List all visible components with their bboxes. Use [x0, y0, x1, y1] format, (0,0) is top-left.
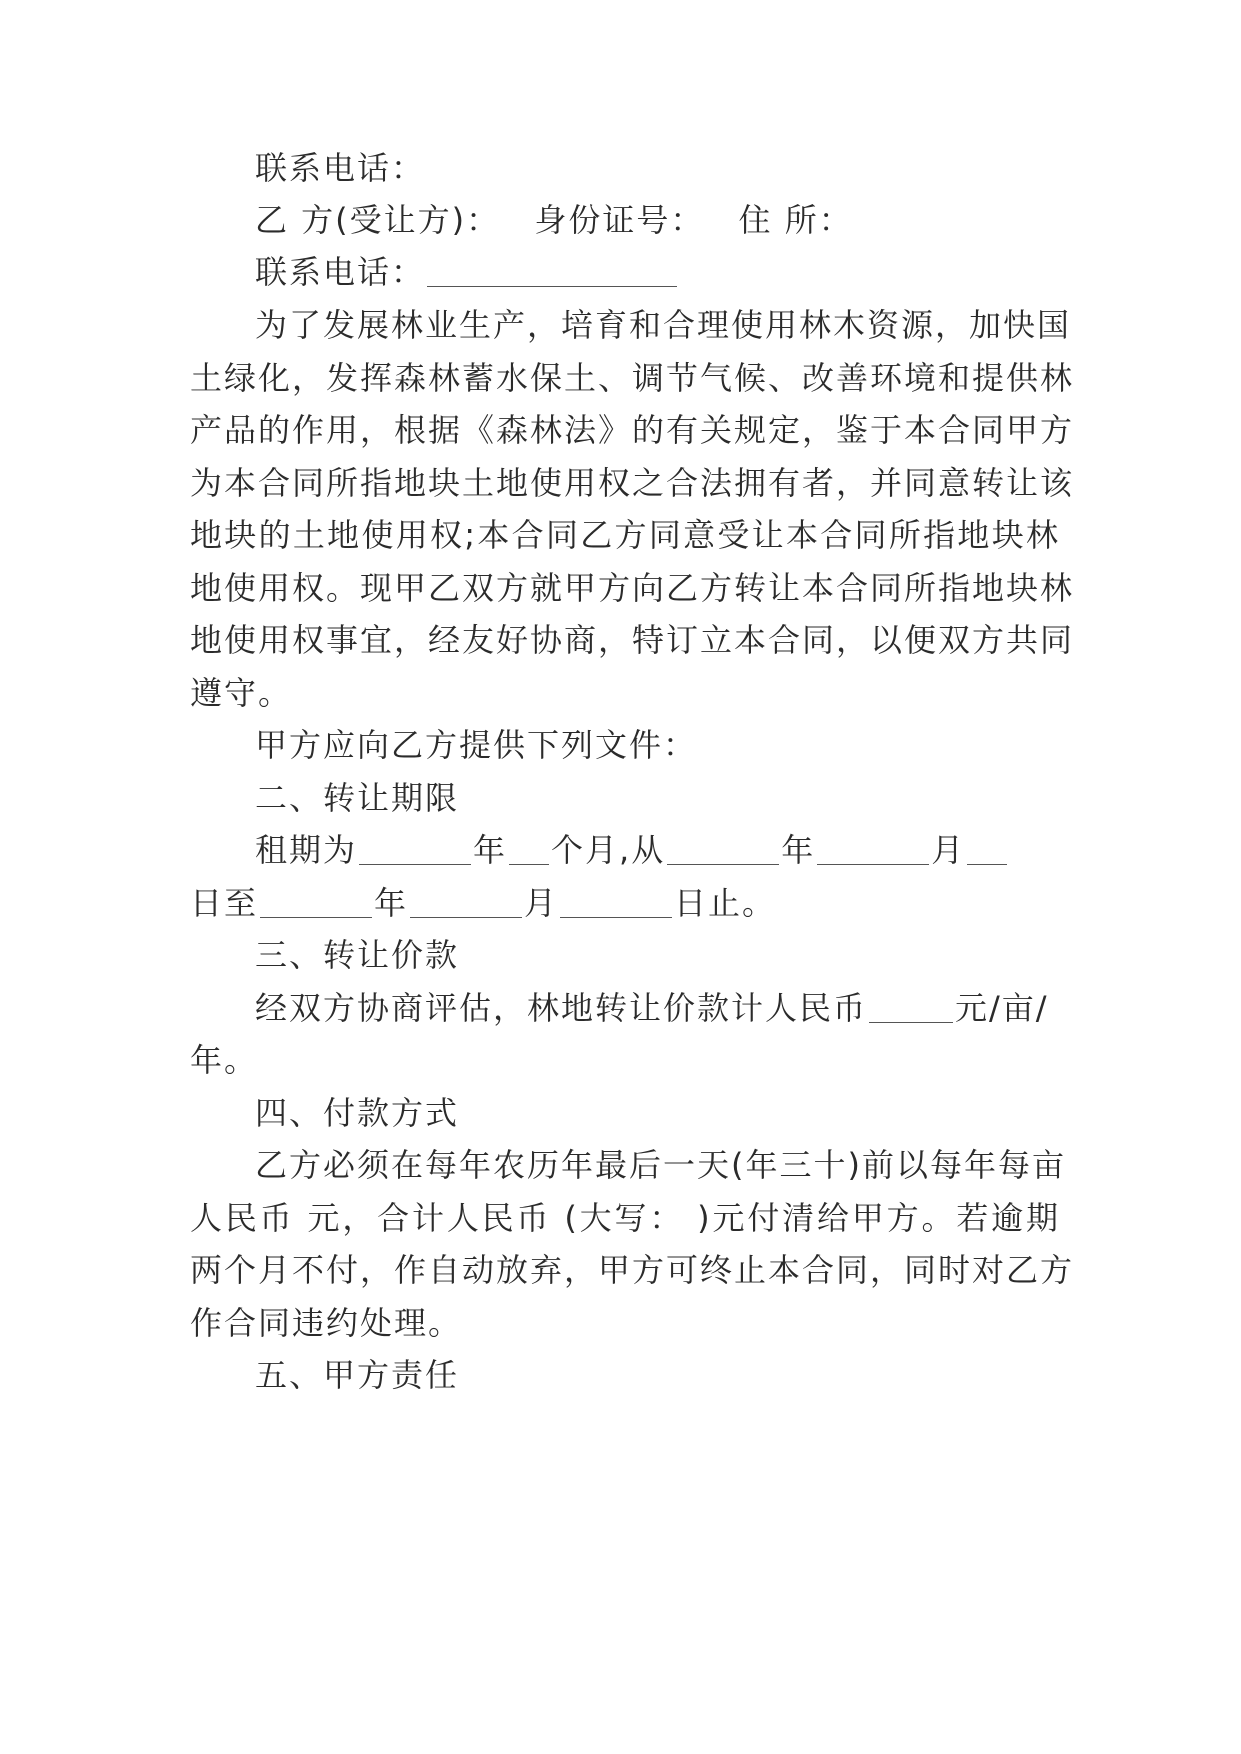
documents-line: 甲方应向乙方提供下列文件：: [255, 726, 698, 764]
id-number-label: 身份证号：: [534, 201, 705, 239]
intro-line-6: 地使用权。现甲乙双方就甲方向乙方转让本合同所指地块林: [190, 569, 1075, 607]
section-5-heading: 五、甲方责任: [255, 1356, 460, 1394]
party-b-line: [255, 198, 1060, 242]
term-months-blank[interactable]: [509, 828, 549, 865]
price-blank[interactable]: [869, 986, 953, 1023]
phone-label: 联系电话：: [255, 253, 426, 291]
party-b-label: 乙 方(受让方)：: [255, 201, 501, 239]
intro-line-5: 地块的土地使用权;本合同乙方同意受让本合同所指地块林: [190, 516, 1060, 554]
intro-line-2: 土绿化，发挥森林蓄水保土、调节气候、改善环境和提供林: [190, 359, 1075, 397]
payment-line-1: 乙方必须在每年农历年最后一天(年三十)前以每年每亩: [255, 1146, 1066, 1184]
start-year-blank[interactable]: [667, 828, 779, 865]
term-years-blank[interactable]: [359, 828, 471, 865]
party-b-phone-line: [255, 250, 1060, 294]
contact-phone-line: 联系电话：: [255, 149, 426, 187]
phone-blank[interactable]: [427, 250, 677, 287]
end-day-blank[interactable]: [560, 881, 672, 918]
intro-line-4: 为本合同所指地块土地使用权之合法拥有者，并同意转让该: [190, 464, 1075, 502]
intro-line-3: 产品的作用，根据《森林法》的有关规定，鉴于本合同甲方: [190, 411, 1075, 449]
address-label: 住 所：: [738, 201, 853, 239]
intro-line-7: 地使用权事宜，经友好协商，特订立本合同，以便双方共同: [190, 621, 1075, 659]
payment-line-2: 人民币 元，合计人民币 (大写： )元付清给甲方。若逾期: [190, 1199, 1060, 1237]
term-line-1: 租期为 年 个月,从 年 月: [255, 828, 1060, 872]
price-line-2: 年。: [190, 1041, 259, 1079]
section-4-heading: 四、付款方式: [255, 1094, 460, 1132]
end-month-blank[interactable]: [410, 881, 522, 918]
payment-line-3: 两个月不付，作自动放弃，甲方可终止本合同，同时对乙方: [190, 1251, 1075, 1289]
start-month-blank[interactable]: [817, 828, 929, 865]
payment-line-4: 作合同违约处理。: [190, 1304, 463, 1342]
section-3-heading: 三、转让价款: [255, 936, 460, 974]
end-year-blank[interactable]: [260, 881, 372, 918]
start-day-blank[interactable]: [967, 828, 1007, 865]
price-line: 经双方协商评估，林地转让价款计人民币 元/亩/: [255, 986, 1060, 1030]
section-2-heading: 二、转让期限: [255, 779, 460, 817]
intro-line-8: 遵守。: [190, 674, 293, 712]
intro-line-1: 为了发展林业生产，培育和合理使用林木资源，加快国: [255, 306, 1072, 344]
term-line-2: 日至 年 月 日止。: [190, 881, 1060, 925]
